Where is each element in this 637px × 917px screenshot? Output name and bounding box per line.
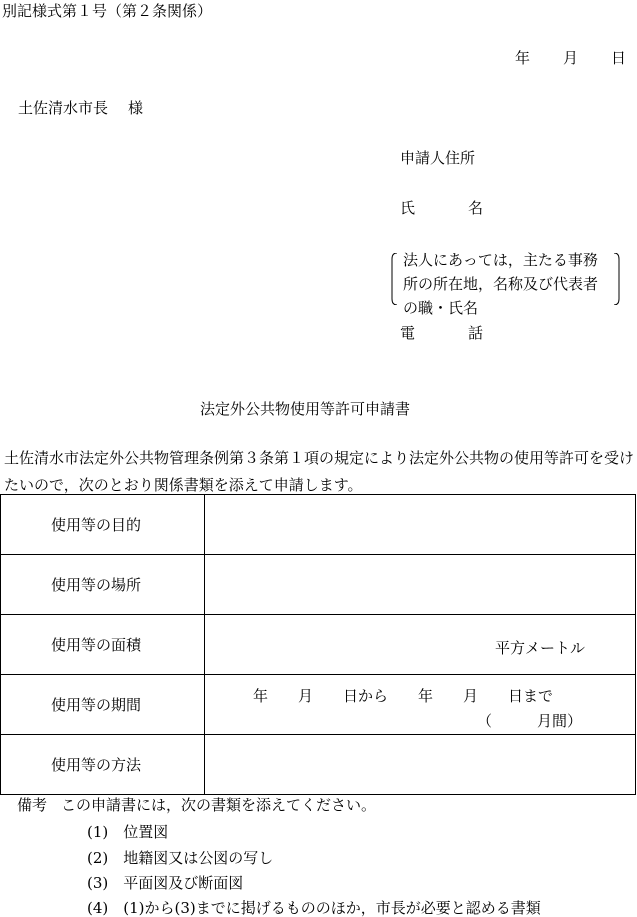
area-label: 使用等の面積	[1, 615, 205, 675]
left-bracket-icon	[391, 253, 397, 305]
right-bracket-icon	[614, 253, 620, 305]
period-date-range: 年 月 日から 年 月 日まで	[253, 687, 554, 705]
applicant-phone-label-2: 話	[468, 324, 484, 342]
period-label: 使用等の期間	[1, 675, 205, 735]
remarks-label: 備考	[17, 796, 48, 814]
method-label: 使用等の方法	[1, 735, 205, 795]
date-day-label: 日	[611, 49, 627, 67]
applicant-address-label: 申請人住所	[400, 149, 476, 167]
table-row	[1, 615, 636, 675]
date-year-label: 年	[515, 49, 531, 67]
table-row	[1, 495, 636, 555]
addressee-honorific: 様	[128, 99, 144, 117]
application-table	[0, 494, 636, 795]
purpose-field[interactable]	[205, 495, 636, 555]
list-item: (2) 地籍図又は公図の写し	[87, 849, 274, 867]
addressee	[18, 101, 143, 116]
location-field[interactable]	[205, 555, 636, 615]
applicant-phone-label-1: 電	[400, 324, 416, 342]
table-row	[1, 555, 636, 615]
corporation-note: 法人にあっては，主たる事務所の所在地，名称及び代表者の職・氏名	[403, 251, 599, 317]
table-row	[1, 675, 636, 735]
intro-text: 土佐清水市法定外公共物管理条例第３条第１項の規定により法定外公共物の使用等許可を受けたいので，次のとおり関係書類を添えて申請します。	[4, 449, 635, 494]
list-item: (4) (1)から(3)までに掲げるもののほか，市長が必要と認める書類	[87, 899, 541, 917]
list-item: (1) 位置図	[87, 823, 169, 841]
table-row	[1, 735, 636, 795]
method-field[interactable]	[205, 735, 636, 795]
list-item: (3) 平面図及び断面図	[87, 874, 244, 892]
remarks-text: この申請書には，次の書類を添えてください。	[61, 796, 377, 814]
purpose-label: 使用等の目的	[1, 495, 205, 555]
area-field[interactable]	[205, 615, 636, 675]
area-unit: 平方メートル	[494, 639, 585, 657]
date-month-label: 月	[563, 49, 579, 67]
period-field[interactable]	[205, 675, 636, 735]
document-title: 法定外公共物使用等許可申請書	[200, 400, 411, 418]
applicant-name-label-1: 氏	[400, 199, 416, 217]
location-label: 使用等の場所	[1, 555, 205, 615]
remarks	[17, 798, 376, 813]
period-months: （ 月間）	[477, 712, 583, 730]
form-number-label: 別記様式第１号（第２条関係）	[2, 2, 213, 20]
applicant-name-label-2: 名	[468, 199, 484, 217]
addressee-name: 土佐清水市長	[18, 99, 109, 117]
